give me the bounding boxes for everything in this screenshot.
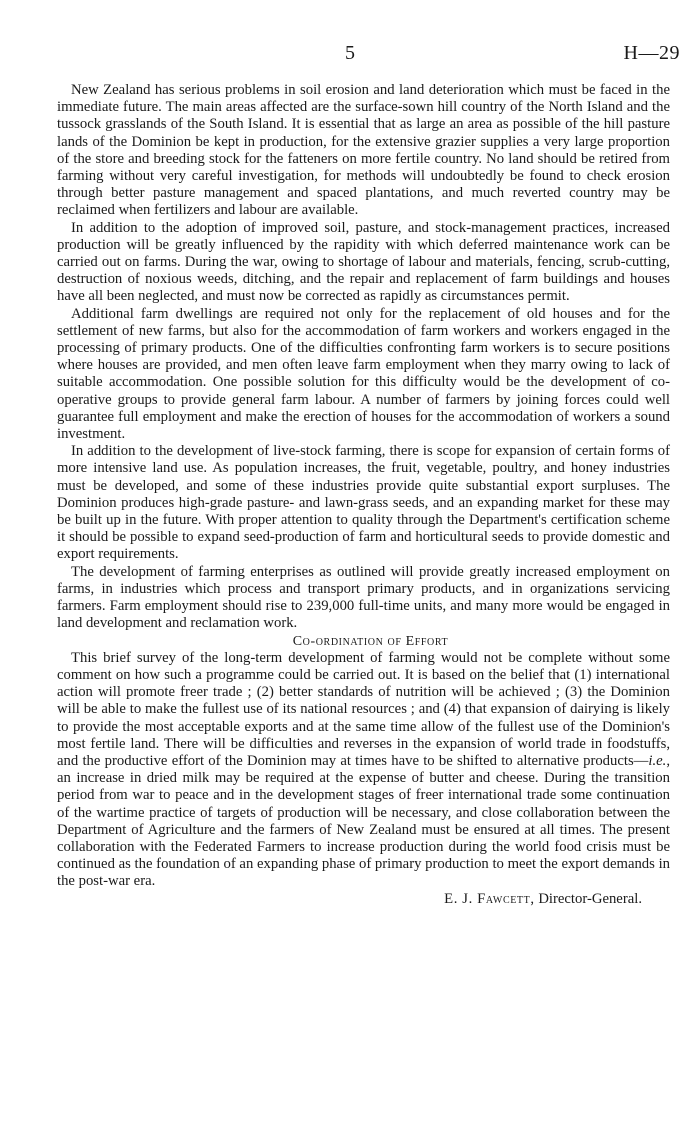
body-text [57, 82, 670, 908]
page-number: 5 [345, 42, 355, 64]
paragraph-coordination-text-1: This brief survey of the long-term development of farming would not be complete without some comment on how such a programme could be carried out. It is based on the belief that (1) international action will promote freer trade ; (2) better standards of nutrition will be achieved ; (3) the Dominion will be able to make the fullest use of its national resources ; and (4) that expansion of dairying is likely to provide the most acceptable exports and at the same time allow of the fullest use of the Dominion's most fertile land. There will be difficulties and reverses in the expansion of world trade in foodstuffs, and the productive effort of the Dominion may at times have to be shifted to alternative products— [57, 649, 670, 769]
paragraph-farm-dwellings: Additional farm dwellings are required not only for the replacement of old houses and for the settlement of new farms, but also for the accommodation of farm workers and workers engaged in the processing of primary products. One of the difficulties confronting farm workers is to secure positions where houses are provided, and men often leave farm employment when they marry owing to lack of suitable accommodation. One possible solution for this difficulty would be the development of co-operative groups to provide general farm labour. A number of farmers by joining forces could well guarantee full employment and make the erection of houses for the accommodation of workers a sound investment. [57, 305, 670, 443]
paragraph-coordination-italic: i.e. [648, 752, 667, 769]
page-header [0, 42, 700, 66]
paragraph-soil-erosion: New Zealand has serious problems in soil erosion and land deterioration which must be faced in the immediate future. The main areas affected are the surface-sown hill country of the North Island and the tussock grasslands of the South Island. It is essential that as large an area as possible of the hill pasture lands of the Dominion be kept in production, for the extensive grazier supplies a very large proportion of the store and breeding stock for the fatteners on more fertile country. No land should be retired from farming without very careful investigation, for methods will undoubtedly be found to check erosion through better pasture management and spaced plantations, and much reverted country may be reclaimed when fertilizers and labour are available. [57, 82, 670, 219]
signature [57, 891, 670, 908]
paragraph-maintenance-work: In addition to the adoption of improved soil, pasture, and stock-management practices, increased production will be greatly influenced by the rapidity with which deferred maintenance work can be carried out on farms. During the war, owing to shortage of labour and materials, fencing, scrub-cutting, destruction of noxious weeds, ditching, and the repair and replacement of farm buildings and houses have all been neglected, and must now be corrected as rapidly as circumstances permit. [57, 219, 670, 305]
paragraph-coordination-text-2: , an increase in dried milk may be required at the expense of butter and cheese. During the transition period from war to peace and in the development stages of freer international trade some continuation of the wartime practice of targets of production will be necessary, and close collaboration between the Department of Agriculture and the farmers of New Zealand must be ensured at all times. The present collaboration with the Federated Farmers to increase production during the world food crisis must be continued as the foundation of an expanding phase of primary production to meet the export demands in the post-war era. [57, 752, 670, 890]
signature-title: Director-General. [534, 890, 642, 907]
paragraph-employment: The development of farming enterprises as outlined will provide greatly increased employment on farms, in industries which process and transport primary products, and in organizations servicing farmers. Farm employment should rise to 239,000 full-time units, and many more would be engaged in land development and reclamation work. [57, 563, 670, 632]
section-heading: Co-ordination of Effort [292, 633, 449, 649]
signature-name: E. J. Fawcett, [444, 890, 535, 907]
paragraph-intensive-land-use: In addition to the development of live-stock farming, there is scope for expansion of certain forms of more intensive land use. As population increases, the fruit, vegetable, poultry, and honey industries must be developed, and some of these industries provide quite substantial export surpluses. The Dominion produces high-grade pasture- and lawn-grass seeds, and an expanding market for these may be built up in the future. With proper attention to quality through the Department's certification scheme it should be possible to expand seed-production of farm and horticultural seeds to provide domestic and export requirements. [57, 443, 670, 563]
paragraph-coordination [57, 650, 670, 891]
document-reference: H—29 [623, 42, 680, 64]
